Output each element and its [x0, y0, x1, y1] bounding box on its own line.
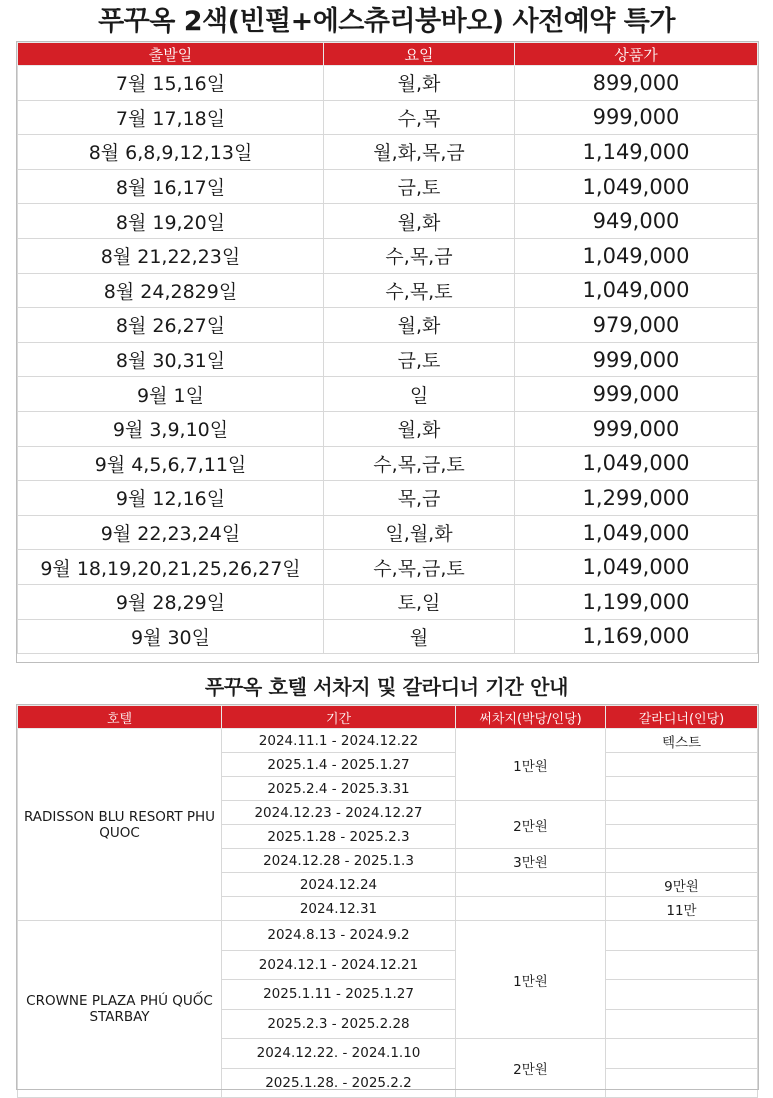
header-price: 상품가 — [515, 43, 758, 66]
weekday-cell: 수,목 — [324, 100, 515, 135]
departure-date-cell: 8월 21,22,23일 — [18, 238, 324, 273]
price-cell: 999,000 — [515, 342, 758, 377]
period-cell: 2025.2.4 - 2025.3.31 — [222, 777, 456, 801]
hotel-name: RADISSON BLU RESORT PHU QUOC — [18, 729, 222, 921]
header-hotel: 호텔 — [18, 706, 222, 729]
header-gala-dinner: 갈라디너(인당) — [606, 706, 758, 729]
hotel-section-title: 푸꾸옥 호텔 서차지 및 갈라디너 기간 안내 — [204, 675, 569, 699]
table-row — [18, 308, 758, 343]
weekday-cell: 토,일 — [324, 584, 515, 619]
period-cell: 2024.12.24 — [222, 873, 456, 897]
surcharge-cell: 3만원 — [456, 849, 606, 873]
header-surcharge: 써차지(박당/인당) — [456, 706, 606, 729]
gala-cell: 11만 — [606, 897, 758, 921]
weekday-cell: 월,화 — [324, 66, 515, 101]
period-cell: 2025.2.3 - 2025.2.28 — [222, 1009, 456, 1039]
table-row — [18, 342, 758, 377]
weekday-cell: 월,화 — [324, 308, 515, 343]
table-row — [18, 169, 758, 204]
gala-cell — [606, 801, 758, 825]
period-cell: 2024.12.1 - 2024.12.21 — [222, 950, 456, 980]
price-cell: 999,000 — [515, 411, 758, 446]
table-row — [18, 584, 758, 619]
surcharge-cell: 2만원 — [456, 1039, 606, 1098]
price-cell: 1,049,000 — [515, 238, 758, 273]
table-row — [18, 377, 758, 412]
hotel-table-header — [18, 706, 758, 729]
table-row — [18, 204, 758, 239]
departure-date-cell: 9월 3,9,10일 — [18, 411, 324, 446]
price-cell: 1,299,000 — [515, 481, 758, 516]
period-cell: 2024.12.28 - 2025.1.3 — [222, 849, 456, 873]
weekday-cell: 금,토 — [324, 342, 515, 377]
price-cell: 1,049,000 — [515, 446, 758, 481]
period-cell: 2025.1.11 - 2025.1.27 — [222, 980, 456, 1010]
price-table — [17, 42, 758, 654]
price-cell: 1,169,000 — [515, 619, 758, 654]
gala-cell — [606, 980, 758, 1010]
period-cell: 2024.12.23 - 2024.12.27 — [222, 801, 456, 825]
gala-cell — [606, 753, 758, 777]
table-row — [18, 550, 758, 585]
departure-date-cell: 8월 16,17일 — [18, 169, 324, 204]
departure-date-cell: 8월 30,31일 — [18, 342, 324, 377]
gala-cell — [606, 1009, 758, 1039]
table-row — [18, 481, 758, 516]
departure-date-cell: 8월 26,27일 — [18, 308, 324, 343]
table-row — [18, 411, 758, 446]
weekday-cell: 수,목,금,토 — [324, 446, 515, 481]
departure-date-cell: 8월 19,20일 — [18, 204, 324, 239]
table-row — [18, 619, 758, 654]
period-cell: 2025.1.4 - 2025.1.27 — [222, 753, 456, 777]
page-title: 푸꾸옥 2색(빈펄+에스츄리붕바오) 사전예약 특가 — [98, 6, 675, 37]
gala-cell — [606, 950, 758, 980]
weekday-cell: 월,화 — [324, 204, 515, 239]
departure-date-cell: 8월 6,8,9,12,13일 — [18, 135, 324, 170]
price-table-header — [18, 43, 758, 66]
price-cell: 1,049,000 — [515, 550, 758, 585]
gala-cell: 9만원 — [606, 873, 758, 897]
departure-date-cell: 9월 18,19,20,21,25,26,27일 — [18, 550, 324, 585]
weekday-cell: 일 — [324, 377, 515, 412]
weekday-cell: 수,목,금,토 — [324, 550, 515, 585]
table-row — [18, 66, 758, 101]
table-row — [18, 273, 758, 308]
gala-cell — [606, 849, 758, 873]
departure-date-cell: 9월 4,5,6,7,11일 — [18, 446, 324, 481]
table-row — [18, 729, 758, 753]
weekday-cell: 수,목,토 — [324, 273, 515, 308]
departure-date-cell: 9월 1일 — [18, 377, 324, 412]
period-cell: 2024.12.31 — [222, 897, 456, 921]
hotel-table — [17, 705, 758, 1098]
price-cell: 1,149,000 — [515, 135, 758, 170]
price-cell: 1,049,000 — [515, 515, 758, 550]
gala-cell: 텍스트 — [606, 729, 758, 753]
price-cell: 1,199,000 — [515, 584, 758, 619]
header-departure: 출발일 — [18, 43, 324, 66]
price-cell: 999,000 — [515, 377, 758, 412]
departure-date-cell: 9월 22,23,24일 — [18, 515, 324, 550]
table-row — [18, 238, 758, 273]
price-cell: 1,049,000 — [515, 273, 758, 308]
surcharge-cell: 1만원 — [456, 729, 606, 801]
departure-date-cell: 7월 17,18일 — [18, 100, 324, 135]
departure-date-cell: 9월 12,16일 — [18, 481, 324, 516]
table-row — [18, 100, 758, 135]
table-row — [18, 446, 758, 481]
surcharge-cell — [456, 873, 606, 897]
gala-cell — [606, 921, 758, 951]
gala-cell — [606, 777, 758, 801]
period-cell: 2024.11.1 - 2024.12.22 — [222, 729, 456, 753]
departure-date-cell: 7월 15,16일 — [18, 66, 324, 101]
table-row — [18, 135, 758, 170]
period-cell: 2024.12.22. - 2024.1.10 — [222, 1039, 456, 1069]
period-cell: 2025.1.28. - 2025.2.2 — [222, 1068, 456, 1098]
table-row — [18, 515, 758, 550]
weekday-cell: 금,토 — [324, 169, 515, 204]
weekday-cell: 월 — [324, 619, 515, 654]
weekday-cell: 월,화,목,금 — [324, 135, 515, 170]
surcharge-cell: 2만원 — [456, 801, 606, 849]
price-cell: 979,000 — [515, 308, 758, 343]
price-cell: 899,000 — [515, 66, 758, 101]
gala-cell — [606, 825, 758, 849]
table-row — [18, 921, 758, 951]
departure-date-cell: 9월 28,29일 — [18, 584, 324, 619]
period-cell: 2024.8.13 - 2024.9.2 — [222, 921, 456, 951]
header-period: 기간 — [222, 706, 456, 729]
surcharge-cell: 1만원 — [456, 921, 606, 1039]
period-cell: 2025.1.28 - 2025.2.3 — [222, 825, 456, 849]
price-cell: 949,000 — [515, 204, 758, 239]
surcharge-cell — [456, 897, 606, 921]
price-cell: 1,049,000 — [515, 169, 758, 204]
weekday-cell: 목,금 — [324, 481, 515, 516]
hotel-name: CROWNE PLAZA PHÚ QUỐC STARBAY — [18, 921, 222, 1098]
gala-cell — [606, 1068, 758, 1098]
weekday-cell: 일,월,화 — [324, 515, 515, 550]
weekday-cell: 수,목,금 — [324, 238, 515, 273]
header-weekday: 요일 — [324, 43, 515, 66]
weekday-cell: 월,화 — [324, 411, 515, 446]
departure-date-cell: 8월 24,2829일 — [18, 273, 324, 308]
price-cell: 999,000 — [515, 100, 758, 135]
departure-date-cell: 9월 30일 — [18, 619, 324, 654]
gala-cell — [606, 1039, 758, 1069]
